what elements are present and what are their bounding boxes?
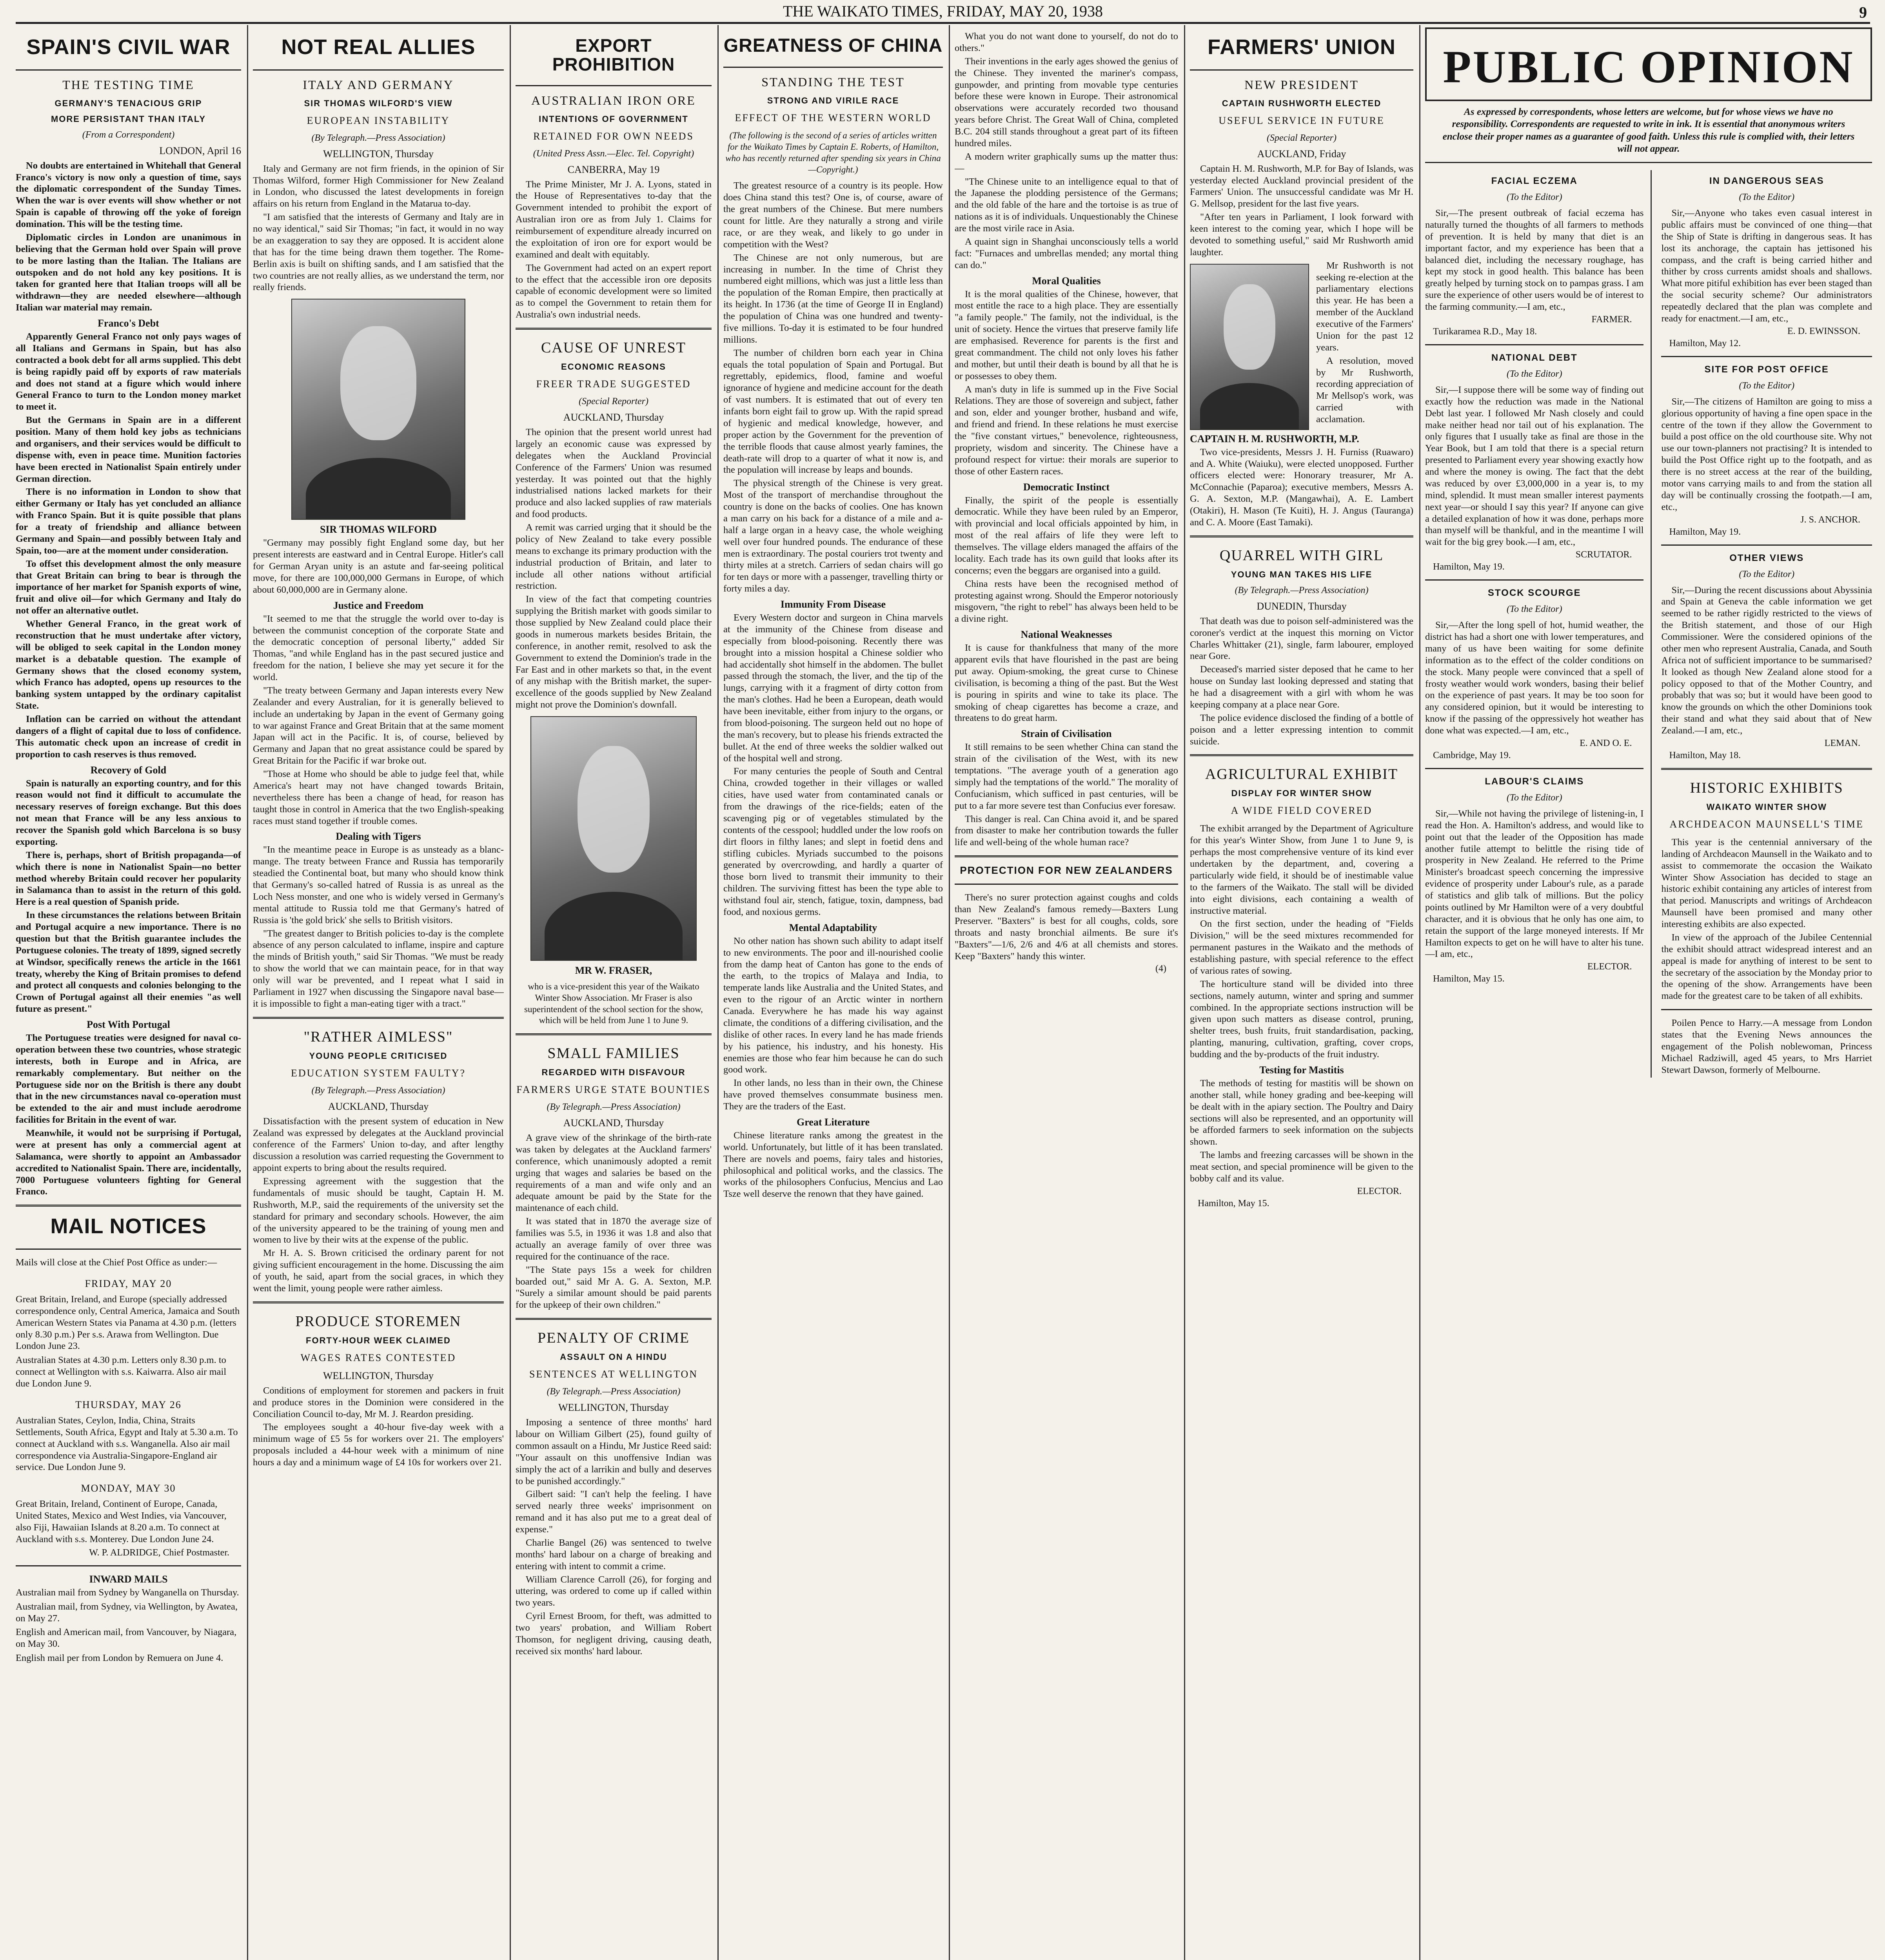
- headline-allies: NOT REAL ALLIES: [281, 35, 476, 59]
- paragraph: Deceased's married sister deposed that he came to her house on Sunday last looking depressed and stating that he had a disagreement with a girl with whom he was keeping company at a place near Gore.: [1190, 664, 1413, 710]
- letter-body: Sir,—I suppose there will be some way of finding out exactly how the reduction was made in the National Debt last year. I followed Mr Nash closely and could make neither head nor tail out of his explanation. The only figures that I usually take as final are those in the Year Book, but I am told that there is a special return presented to Parliament every year showing exactly how and where the money is owing. The fact that the debt was reduced by over £3,000,000 in a year is, to my mind, splendid. It must mean smaller interest payments next year—or should I say this year? If anyone can give a detailed explanation of how it was done, perhaps more than myself will be thankful, and in the meantime I will wait for the big grey book.—I am, etc.,: [1425, 384, 1644, 548]
- paragraph: The employees sought a 40-hour five-day week with a minimum wage of £5 5s for workers over 21. The employers' proposals included a 44-hour week with a minimum of nine hours a day and a minimum wage of £4 10s for workers over 21.: [253, 1422, 504, 1468]
- headline-penalty-of-crime: PENALTY OF CRIME: [537, 1330, 690, 1347]
- deck: RETAINED FOR OWN NEEDS: [533, 130, 694, 142]
- deck: FARMERS URGE STATE BOUNTIES: [516, 1084, 711, 1096]
- deck: CAPTAIN RUSHWORTH ELECTED: [1222, 98, 1382, 108]
- credit: (United Press Assn.—Elec. Tel. Copyright): [533, 148, 694, 159]
- headline-rather-aimless: "RATHER AIMLESS": [303, 1028, 453, 1045]
- paragraph: "It seemed to me that the struggle the world over to-day is between the communist conception of the corporate State and the democratic conception of personal liberty," added Sir Thomas, "and while England has in the past secured justice and freedom for the nation, I believe she may yet secure it for the world.: [253, 613, 504, 683]
- paragraph: That death was due to poison self-administered was the coroner's verdict at the inquest this morning on Victor Charles Whittaker (21), single, farm labourer, employed near Gore.: [1190, 615, 1413, 662]
- paragraph: Italy and Germany are not firm friends, in the opinion of Sir Thomas Wilford, former High Commissioner for New Zealand in London, who discussed the latest developments in foreign affairs on his return from England in the Matarua to-day.: [253, 163, 504, 209]
- dateline: AUCKLAND, Thursday: [328, 1100, 429, 1112]
- article-body: [516, 426, 712, 711]
- paragraph: This year is the centennial anniversary of the landing of Archdeacon Maunsell in the Waikato and to assist to commemorate the occasion the Waikato Winter Show Association has decided to stage an historic exhibit containing any articles of interest from that period. Manuscripts and writings of Archdeacon Maunsell have been promised and many other interesting exhibits are also expected.: [1661, 837, 1872, 929]
- column-farmers: [1190, 27, 1413, 1960]
- paragraph: No other nation has shown such ability to adapt itself to new environments. The poor and ill-nourished coolie from the damp heat of Canton has gone to the ends of the earth, to the tropics of Malaya and India, to temperate lands like Australia and the United States, and even to the rigour of an Arctic winter in northern Canada. Everywhere he has made his way against climate, the conditions of a differing civilisation, and the dislike of other races. In every land he has made friends by his patience, his industry, and his honesty. His enemies are those who fear him because he can do such good work.: [723, 935, 943, 1075]
- paragraph: A quaint sign in Shanghai unconsciously tells a world fact: "Furnaces and umbrellas mended; any mortal thing can do.": [955, 236, 1178, 270]
- subhead: AUSTRALIAN IRON ORE: [531, 93, 696, 107]
- article-body: [1190, 446, 1413, 528]
- paragraph: Diplomatic circles in London are unanimous in believing that the German hold over Spain will prove to be more lasting than the Italian. The Italians are outspoken and do not hold any key positions. It is taken for granted here that Italian troops will all be withdrawn—they are needed elsewhere—although Italian war material may remain.: [16, 232, 241, 313]
- deck: WAGES RATES CONTESTED: [300, 1352, 456, 1363]
- paragraph: William Clarence Carroll (26), for forging and uttering, was ordered to come up if called within two years.: [516, 1574, 712, 1608]
- column-rule: [1419, 25, 1420, 1960]
- article-body: [1190, 163, 1413, 258]
- paragraph: Two vice-presidents, Messrs J. H. Furniss (Ruawaro) and A. White (Waiuku), were elected unopposed. Further officers elected were: Honorary treasurer, Mr A. McConnachie (Paparoa); executive members, Messrs A. G. A. Sexton, M.P. (Mangawhai), A. E. Lambert (Otakiri), H. Mason (Te Kuiti), H. J. Angus (Tauranga) and C. A. Moore (East Tamaki).: [1190, 446, 1413, 528]
- masthead-title: THE WAIKATO TIMES, FRIDAY, MAY 20, 1938: [783, 2, 1103, 20]
- paragraph: The physical strength of the Chinese is very great. Most of the transport of merchandise throughout the country is done on the backs of coolies. One has known a man carry on his back for a distance of a mile and a-half a large organ in a heavy case, the whole weighing well over four hundred pounds. The endurance of these men is extraordinary. The postal couriers trot twenty and thirty miles at a stretch. Carriers of sedan chairs will go for ten days or more with a passenger, travelling thirty or forty miles a day.: [723, 478, 943, 594]
- paragraph: Charlie Bangel (26) was sentenced to twelve months' hard labour on a charge of breaking and entering with intent to commit a crime.: [516, 1537, 712, 1572]
- article-body: [955, 31, 1178, 848]
- section-heading: Democratic Instinct: [1023, 481, 1110, 493]
- paragraph: The Government had acted on an expert report to the effect that the accessible iron ore deposits capable of economic development were so limited as to compel the Government to retain them for Australia's own industrial needs.: [516, 262, 712, 320]
- paragraph: On the first section, under the heading of "Fields Division," will be the seed mixtures recommended for permanent pastures in the Waikato and the methods of establishing pasture, with special reference to the effect of various rates of sowing.: [1190, 918, 1413, 976]
- paragraph: Cyril Ernest Broom, for theft, was admitted to two years' probation, and William Robert Thomson, for negligent driving, causing death, received six months' hard labour.: [516, 1611, 712, 1657]
- column-china: [723, 27, 943, 1960]
- paragraph: Mails will close at the Chief Post Office as under:—: [16, 1257, 217, 1268]
- paragraph: Meanwhile, it would not be surprising if Portugal, were at present has only a commercial agent at Salamanca, were shortly to appoint an Ambassador accredited to Nationalist Spain. There are, incidentally, 7000 Portuguese volunteers fighting for General Franco.: [16, 1128, 241, 1197]
- letter-address: (To the Editor): [1506, 604, 1562, 615]
- paragraph: The Prime Minister, Mr J. A. Lyons, stated in the House of Representatives to-day that the Government intended to prohibit the export of Australian iron ore as from July 1. Claims for reimbursement of expenditure already incurred on the exploitation of iron ore for export would be examined and dealt with equitably.: [516, 179, 712, 260]
- article-body: [253, 1116, 504, 1294]
- headline-china: GREATNESS OF CHINA: [723, 35, 943, 56]
- headline-quarrel: QUARREL WITH GIRL: [1219, 547, 1384, 564]
- portrait-photo: [1190, 264, 1309, 430]
- paragraph: There is, perhaps, short of British propaganda—of which there is none in Nationalist Spain—no better method whereby Britain could recover her popularity in Salamanca than to assist in the return of this gold. Here is a real question of Spanish pride.: [16, 849, 241, 907]
- letter-address: (To the Editor): [1739, 380, 1795, 391]
- paragraph: Finally, the spirit of the people is essentially democratic. While they have been ruled by an Emperor, with provincial and local officials appointed by him, in most of the real affairs of life they were left to themselves. The village elders managed the affairs of the locality. Each trade has its own guild that looks after its concerns; even the beggars are organised into a guild.: [955, 495, 1178, 576]
- paragraph: Imposing a sentence of three months' hard labour on William Gilbert (25), found guilty of common assault on a Hindu, Mr Justice Reed said: "Your assault on this unoffensive Indian was simply the act of a larrikin and bully and deserves to be punished accordingly.": [516, 1417, 712, 1486]
- paragraph: "The treaty between Germany and Japan interests every New Zealander and every Australian, for it is generally believed to include an undertaking by Japan in the event of Germany going to war against France and Great Britain that at the same moment Japan will act in the Pacific. It is, of course, believed by Germany and Japan that no great assistance could be spared by Great Britain for the Pacific if war broke out.: [253, 685, 504, 766]
- article-body: [1190, 615, 1413, 748]
- paragraph: Expressing agreement with the suggestion that the fundamentals of music should be taught, Captain H. M. Rushworth, M.P., said the requirements of the university set the standard for primary and secondary schools. However, the aim of the university appeared to be the training of young men and women to live by their wits at the expense of the public.: [253, 1176, 504, 1245]
- paragraph: A remit was carried urging that it should be the policy of New Zealand to take every possible means to exchange its primary production with the industrial production of Britain, and later to include all other nations without artificial restriction.: [516, 522, 712, 592]
- paragraph: Captain H. M. Rushworth, M.P. for Bay of Islands, was yesterday elected Auckland provincial president of the Farmers' Union. The unsuccessful candidate was Mr H. G. Mellsop, president for the last five years.: [1190, 163, 1413, 209]
- mail-notices: [16, 1257, 241, 1664]
- signoff: E. D. EWINSSON.: [1787, 326, 1860, 336]
- paragraph: The horticulture stand will be divided into three sections, namely autumn, winter and spring and summer combined. In the appropriate sections instruction will be given upon such matters as disease control, pruning, shelter trees, bush fruits, fruit standardisation, packing, planting, manuring, cultivation, grafting, cover crops, budding and the by-products of the fruit industry.: [1190, 978, 1413, 1060]
- deck: FREER TRADE SUGGESTED: [536, 378, 691, 390]
- section-heading: Franco's Debt: [98, 318, 159, 329]
- credit: (By Telegraph.—Press Association): [547, 1387, 681, 1397]
- section-heading: Testing for Mastitis: [1259, 1064, 1344, 1076]
- letter: [1661, 553, 1872, 761]
- column-spain: [16, 27, 241, 1960]
- headline-mail-notices: MAIL NOTICES: [50, 1214, 207, 1238]
- section-heading: Justice and Freedom: [333, 599, 424, 611]
- letter-title: OTHER VIEWS: [1729, 552, 1804, 563]
- paragraph: Whether General Franco, in the great work of reconstruction that he must undertake after victory, will be obliged to seek capital in the London money market is a debatable question. The example of Germany shows that the closed economy system, which Franco has adopted, opens up resources to the banking system untapped by the ordinary capitalist State.: [16, 619, 241, 711]
- article-body: [253, 163, 504, 1010]
- paragraph: A modern writer graphically sums up the matter thus:—: [955, 151, 1178, 174]
- portrait-photo: [291, 299, 465, 520]
- deck: MORE PERSISTANT THAN ITALY: [51, 114, 206, 124]
- letter-title: STOCK SCOURGE: [1487, 588, 1581, 599]
- paragraph: "The State pays 15s a week for children boarded out," said Mr A. G. A. Sexton, M.P. "Surely a similar amount should be paid parents for the upkeep of their own children.": [516, 1264, 712, 1310]
- paragraph: The methods of testing for mastitis will be shown on another stall, while honey grading and bee-keeping will be dealt with in the apiary section. The Poultry and Dairy sections will also be represented, and an opportunity will be afforded farmers to seek information on the subjects shown.: [1190, 1078, 1413, 1147]
- paragraph: Australian mail, from Sydney, via Wellington, by Awatea, on May 27.: [16, 1601, 238, 1624]
- column-rule: [717, 25, 719, 1960]
- signoff: SCRUTATOR.: [1575, 550, 1632, 560]
- mail-day: MONDAY, MAY 30: [81, 1483, 176, 1494]
- article-body: [516, 1132, 712, 1311]
- headline-spain: SPAIN'S CIVIL WAR: [26, 35, 231, 59]
- section-heading: Dealing with Tigers: [336, 831, 421, 842]
- paragraph: But the Germans in Spain are in a different position. Many of them hold key jobs as technicians and organisers, and their services would be difficult to dispense with, even in peace time. Munition factories have been erected in Nationalist Spain entirely under German direction.: [16, 415, 241, 484]
- place-date: Hamilton, May 12.: [1669, 338, 1741, 348]
- letter-address: (To the Editor): [1739, 192, 1795, 202]
- dateline: AUCKLAND, Thursday: [563, 412, 664, 423]
- letter: [1425, 588, 1643, 761]
- signoff: FARMER.: [1591, 314, 1632, 325]
- paragraph: Conditions of employment for storemen and packers in fruit and produce stores in the Dominion were considered in the Conciliation Council to-day, Mr M. J. Reardon presiding.: [253, 1385, 504, 1419]
- paragraph: The Chinese are not only numerous, but are increasing in number. In the time of Christ they numbered eight millions, which was just a little less than the population of the Roman Empire, then practically at its height. In 1736 (at the time of George II in England) the population of China was one hundred and twenty-five millions. To-day it is estimated to be four hundred millions.: [723, 252, 943, 345]
- paragraph: Dissatisfaction with the present system of education in New Zealand was expressed by delegates at the Auckland provincial conference of the Farmers' Union to-day, and after lengthy discussion a resolution was carried requesting the Government to appoint experts to bring about the results required.: [253, 1116, 504, 1174]
- deck: STRONG AND VIRILE RACE: [767, 96, 899, 106]
- letter-title: NATIONAL DEBT: [1491, 352, 1578, 363]
- paragraph: A grave view of the shrinkage of the birth-rate was taken by delegates at the Auckland farmers' conference, which unanimously adopted a remit urging that wages and salaries be based on the requirements of a man and wife only and an adequate amount be paid by the State for the maintenance of each child.: [516, 1132, 712, 1214]
- section-heading: National Weaknesses: [1021, 629, 1112, 641]
- section-heading: Great Literature: [796, 1116, 870, 1128]
- headline-export: EXPORT PROHIBITION: [552, 35, 675, 75]
- deck: ARCHDEACON MAUNSELL'S TIME: [1669, 818, 1864, 830]
- section-heading: Moral Qualities: [1032, 275, 1101, 287]
- paragraph: Chinese literature ranks among the greatest in the world. Unfortunately, but little of it has been translated. There are novels and poems, fairy tales and histories, philosophical and political works, and the classics. The works of the philosophers Confucius, Mencius and Lao Tsze well deserve the renown that they have gained.: [723, 1130, 943, 1200]
- deck: EFFECT OF THE WESTERN WORLD: [735, 112, 932, 124]
- deck: EDUCATION SYSTEM FAULTY?: [291, 1067, 466, 1079]
- article-body: [516, 179, 712, 321]
- letter-body: Sir,—The present outbreak of facial eczema has naturally turned the thoughts of all farmers to methods of prevention. It is held by many that diet is an important factor, and my experience has been that a balanced diet, including the necessary roughage, has kept my stock in good health. This balance has been greatly helped by turning stock on to pampas grass. I am sure the experience of other users would be of interest to the farming community.—I am, etc.,: [1425, 208, 1644, 312]
- credit: (From a Correspondent): [82, 129, 175, 140]
- headline-agricultural-exhibit: AGRICULTURAL EXHIBIT: [1205, 766, 1398, 783]
- deck: SIR THOMAS WILFORD'S VIEW: [304, 98, 453, 108]
- paragraph: English mail per from London by Remuera on June 4.: [16, 1653, 223, 1664]
- place-date: Turikaramea R.D., May 18.: [1433, 326, 1537, 337]
- dateline: WELLINGTON, Thursday: [558, 1402, 669, 1414]
- subhead: STANDING THE TEST: [761, 75, 905, 89]
- deck: FORTY-HOUR WEEK CLAIMED: [306, 1335, 451, 1345]
- letter-body: Sir,—During the recent discussions about Abyssinia and Spain at Geneva the cable information we get seemed to be rather rigidly restricted to the views of the British statement, and those of our High Commissioner. Were the considered opinions of the other men who represent Australia, Canada, and South Africa not of sufficient importance to be summarised? It looked as though New Zealand alone stood for a policy opposed to that of the Mother Country, and probably that was so; but it would have been good to know the grounds on which the other Dominions took their stand and what they said about that of New Zealand.—I am, etc.,: [1661, 584, 1872, 736]
- place-date: Hamilton, May 15.: [1433, 974, 1505, 984]
- deck: USEFUL SERVICE IN FUTURE: [1219, 114, 1385, 126]
- paragraph: Australian States, Ceylon, India, China, Straits Settlements, South Africa, Egypt and Italy at 5.30 a.m. To connect at Auckland with s.s. Wanganella. Also air mail correspondence via Australia-Singapore-England air service. Due London June 9.: [16, 1415, 238, 1473]
- dateline: AUCKLAND, Thursday: [563, 1117, 664, 1129]
- paragraph: Spain is naturally an exporting country, and for this reason would not find it difficult to accumulate the necessary reserves of foreign exchange. But this does not mean that France will be any less anxious to recover the Spanish gold which Barcelona is so busy exporting.: [16, 778, 241, 847]
- letter: [1661, 364, 1872, 537]
- paragraph: English and American mail, from Vancouver, by Niagara, on May 30.: [16, 1627, 237, 1650]
- section-heading: Immunity From Disease: [780, 599, 886, 610]
- headline-public-opinion: PUBLIC OPINION: [1443, 41, 1854, 93]
- paragraph: The police evidence disclosed the finding of a bottle of poison and a letter expressing intention to commit suicide.: [1190, 712, 1413, 747]
- article-body: [253, 1385, 504, 1468]
- paragraph: A resolution, moved by Mr Rushworth, recording appreciation of Mr Mellsop's work, was carried with acclamation.: [1316, 355, 1413, 425]
- paragraph: In these circumstances the relations between Britain and Portugal acquire a new importance. There is no question but that the British guarantee includes the Portuguese colonies. The treaty of 1899, signed secretly at Windsor, specifically renews the article in the 1661 treaty, whereby the King of Britain promises to defend and protect all conquests and colonies belonging to the Crown of Portugal against all their enemies "as well future as present.": [16, 910, 241, 1014]
- deck: REGARDED WITH DISFAVOUR: [541, 1067, 686, 1078]
- place-date: Hamilton, May 19.: [1669, 526, 1741, 537]
- paragraph: The Portuguese treaties were designed for naval co-operation between these two countries, whose strategic interests, both in Europe and in Africa, are remarkably complementary. But neither on the Portuguese side nor on the British is there any doubt that in the new circumstances naval co-operation must be extended to the air and must include aerodrome facilities for Britain in the event of war.: [16, 1033, 241, 1125]
- paragraph: The greatest resource of a country is its people. How does China stand this test? One is, of course, aware of the great numbers of the Chinese. But mere numbers count for little. Are they naturally a strong and virile race, or are they weak, and likely to go under in competition with the West?: [723, 180, 943, 250]
- column-allies: [253, 27, 504, 1960]
- section-heading: Recovery of Gold: [90, 764, 167, 776]
- column-china-cont: [955, 27, 1178, 1960]
- credit: (Special Reporter): [579, 396, 648, 407]
- credit: (By Telegraph.—Press Association): [1235, 585, 1369, 595]
- dateline: WELLINGTON, Thursday: [323, 1370, 434, 1381]
- article-body: [1190, 823, 1413, 1184]
- letter-body: Sir,—The citizens of Hamilton are going to miss a glorious opportunity of having a fine open space in the centre of the town if they allow the Government to build a post office on the old courthouse site. Why not use our town-planners not practising? It is intended to build the Post Office right up to the footpath, and as there is no street access at the rear of the building, motor vans carrying mails to and from the station all day will be continually crossing the footpath.—I am, etc.,: [1661, 396, 1872, 512]
- headline-farmers-union: FARMERS' UNION: [1208, 35, 1396, 59]
- headline-historic-exhibits: HISTORIC EXHIBITS: [1690, 779, 1843, 796]
- letter-body: Sir,—Anyone who takes even casual interest in public affairs must be convinced of one thing—that the Ship of State is drifting in dangerous seas. It has lost its anchorage, the captain has jettisoned his compass, and the craft is being carried hither and thither by cross currents amidst shoals and shallows. What more pitiful exhibition has ever been staged than the social security scheme? Our administrators repeatedly declared that the plan was complete and ready for enactment.—I am, etc.,: [1661, 208, 1872, 324]
- signoff: ELECTOR.: [1587, 962, 1632, 972]
- article-body: [516, 1417, 712, 1657]
- letter-title: LABOUR'S CLAIMS: [1485, 776, 1584, 787]
- place-date: Cambridge, May 19.: [1433, 750, 1511, 760]
- subhead: ITALY AND GERMANY: [303, 77, 454, 92]
- paragraph: Great Britain, Ireland, Continent of Europe, Canada, United States, Mexico and West Indies, via Vancouver, also Fiji, Hawaiian Islands at 8.20 a.m. To connect at Auckland with s.s. Monterey. Due London June 24.: [16, 1499, 227, 1544]
- deck: GERMANY'S TENACIOUS GRIP: [54, 98, 202, 108]
- deck: A WIDE FIELD COVERED: [1231, 805, 1373, 817]
- dateline: AUCKLAND, Friday: [1257, 148, 1346, 160]
- signoff: W. P. ALDRIDGE, Chief Postmaster.: [89, 1547, 229, 1558]
- dateline: LONDON, April 16: [159, 145, 241, 156]
- paragraph: "The greatest danger to British policies to-day is the complete absence of any person calculated to inflame, inspire and capture the minds of British youth," said Sir Thomas. "We must be ready to show the world that we can maintain peace, for in that way only will war be prevented, and I repeat what I said in Parliament in 1927 when discussing the Singapore naval base—it is impossible to fight a man-eating tiger with a tract.": [253, 928, 504, 1009]
- headline-produce-storemen: PRODUCE STOREMEN: [295, 1313, 461, 1330]
- deck: ECONOMIC REASONS: [561, 362, 666, 372]
- column-public-opinion: [1425, 27, 1872, 1960]
- deck: DISPLAY FOR WINTER SHOW: [1231, 788, 1372, 799]
- dateline: DUNEDIN, Thursday: [1257, 600, 1347, 612]
- dateline: WELLINGTON, Thursday: [323, 148, 434, 160]
- column-rule: [247, 25, 248, 1960]
- paragraph: To offset this development almost the only measure that Great Britain can bring to bear is through the importance of her market for Spanish exports of wine, fruit and olive oil—for which Germany and Italy do not offer an alternative outlet.: [16, 558, 241, 616]
- paragraph: What you do not want done to yourself, do not do to others.": [955, 31, 1178, 53]
- column-rule: [510, 25, 511, 1960]
- paragraph: It still remains to be seen whether China can stand the strain of the civilisation of the West, with its new temptations. "The average youth of a generation ago simply had the temptations of the world." The morality of Confucianism, which sufficed in past centuries, will be put to a far more severe test than Confucius ever foresaw.: [955, 742, 1178, 811]
- ad-number: (4): [1155, 964, 1166, 974]
- news-brief: [1661, 1017, 1872, 1076]
- column-rule: [1184, 25, 1185, 1960]
- paragraph: China rests have been the recognised method of protesting against wrong. Should the Emperor notoriously misgovern, "the right to rebel" has always been held to be a divine right.: [955, 578, 1178, 624]
- credit: (By Telegraph.—Press Association): [311, 132, 445, 143]
- paragraph: "The Chinese unite to an intelligence equal to that of the Japanese the plodding persistence of the Germans; and the old fable of the hare and the tortoise is as true of nations as it is of individuals. Unquestionably the Chinese are the most virile race in Asia.: [955, 176, 1178, 234]
- deck: ASSAULT ON A HINDU: [560, 1352, 667, 1362]
- signoff: LEMAN.: [1824, 738, 1860, 748]
- section-heading: INWARD MAILS: [89, 1573, 168, 1585]
- place-date: Hamilton, May 19.: [1433, 562, 1505, 572]
- section-heading: Post With Portugal: [87, 1019, 170, 1031]
- paragraph: The lambs and freezing carcasses will be shown in the meat section, and special prominence will be given to the bobby calf and its value.: [1190, 1150, 1413, 1184]
- signoff: E. AND O. E.: [1580, 738, 1632, 748]
- paragraph: Mr Rushworth is not seeking re-election at the parliamentary elections this year. He has been a member of the Auckland executive of the Farmers' Union for the past 12 years.: [1316, 260, 1413, 353]
- paragraph: Every Western doctor and surgeon in China marvels at the immunity of the Chinese from disease and especially from blood-poisoning. Recently there was brought into a mission hospital a Chinese soldier who had accidentally shot himself in the abdomen. The bullet passed through the stomach, the liver, and the tip of the lungs, carrying with it a fragment of dirty cotton from the man's clothes. Had he been a European, death would have been inevitable, either from injury to the organs, or from blood-poisoning. The surgeon held out no hope of the man's recovery, but to please his friends extracted the bullet. At the end of three weeks the soldier walked out of the hospital well and strong.: [723, 612, 943, 764]
- paragraph: It is the moral qualities of the Chinese, however, that most entitle the race to a high place. They are essentially "a family people." The family, not the individual, is the unit of society. Hence the virtues that preserve family life are emphasised. Reverence for parents is the first and great commandment. The child not only loves his father and mother, but until their death is bound by all that he is or possesses to obey them.: [955, 289, 1178, 381]
- article-body: [1661, 837, 1872, 1002]
- letter-body: Sir,—After the long spell of hot, humid weather, the district has had a short one with lower temperatures, and many of us have been waiting for some definite information as to the effect of the colder conditions on the stock. Many people were convinced that a spell of frosty weather would work wonders, basing their belief on the experience of past years. It may be too soon for any considered opinion, but it would be interesting to know if the passing of the oppressively hot weather has done what was expected.—I am, etc.,: [1425, 620, 1644, 736]
- paragraph: A man's duty in life is summed up in the Five Social Relations. They are those of sovereign and subject, father and son, elder and younger brother, husband and wife, and friend and friend. In these relations he must exercise the "five constant virtues," benevolence, righteousness, propriety, wisdom and sincerity. The Chinese have a profound respect for virtue: their morals are superior to those of other Eastern races.: [955, 384, 1178, 477]
- deck: INTENTIONS OF GOVERNMENT: [539, 114, 688, 124]
- mail-day: FRIDAY, MAY 20: [85, 1278, 172, 1289]
- letter-address: (To the Editor): [1506, 368, 1562, 379]
- paragraph: Poilen Pence to Harry.—A message from London states that the Evening News announces the engagement of the Polish noblewoman, Princess Michael Radziwill, aged 45 years, to Mrs Harriet Stewart Dawson, formerly of Melbourne.: [1661, 1018, 1872, 1075]
- paragraph: In view of the fact that competing countries supplying the British market with goods similar to those supplied by New Zealand could place their goods in numerous markets besides Britain, the conference, in another remit, resolved to ask the Government to extend the Dominion's trade in the Far East and in other markets so that, in the event of any mishap with the British market, the super-excellence of the goods supplied by New Zealand might not prove the Dominion's downfall.: [516, 594, 712, 710]
- signoff: ELECTOR.: [1357, 1186, 1402, 1196]
- article-intro: (The following is the second of a series of articles written for the Waikato Times by Captain E. Roberts, of Hamilton, who has recently returned after spending six years in China—Copyright.): [725, 131, 941, 174]
- headline-protection: PROTECTION FOR NEW ZEALANDERS: [960, 864, 1173, 877]
- paragraph: It was stated that in 1870 the average size of families was 5.5, in 1936 it was 1.8 and also that actually an average family of over three was required for the continuance of the race.: [516, 1216, 712, 1262]
- paragraph: No doubts are entertained in Whitehall that General Franco's victory is now only a question of time, says the diplomatic correspondent of the Sunday Times. When the war is over events will show whether or not Spain is capable of throwing off the yoke of foreign domination. This will be the testing time.: [16, 160, 241, 230]
- paragraph: Great Britain, Ireland, and Europe (specially addressed correspondence only, Central America, Jamaica and South American Western States via Panama at 4.30 p.m. (letters only 8.30 p.m.) Per s.s. Arawa from Wellington. Due London June 23.: [16, 1294, 240, 1352]
- section-heading: Strain of Civilisation: [1021, 728, 1112, 740]
- paragraph: In view of the approach of the Jubilee Centennial the exhibit should attract widespread interest and an appeal is made for anything of interest to be sent to the secretary of the association by the Monday prior to the opening of the show. Arrangements have been made for the greatest care to be taken of all exhibits.: [1661, 932, 1872, 1002]
- photo-caption-text: who is a vice-president this year of the Waikato Winter Show Association. Mr Fraser is also superintendent of the school section for the show, which will be held from June 1 to June 9.: [524, 982, 703, 1025]
- paragraph: Gilbert said: "I can't help the feeling. I have served nearly three weeks' imprisonment on remand and it has also put me to a great deal of expense.": [516, 1489, 712, 1535]
- place-date: Hamilton, May 18.: [1669, 750, 1741, 760]
- paragraph: Mr H. A. S. Brown criticised the ordinary parent for not giving sufficient encouragement in the home. Discussing the aim of youth, he said, apart from the social graces, in which they went the limit, young people were rather aimless.: [253, 1248, 504, 1294]
- paragraph: The exhibit arranged by the Department of Agriculture for this year's Winter Show, from June 1 to June 9, is perhaps the most comprehensive venture of its kind ever undertaken by the department, and, covering a particularly wide field, it should be of inestimable value to the farmers of the Waikato. The stall will be divided into eight divisions, each containing a wealth of instructive material.: [1190, 823, 1413, 916]
- letter: [1425, 776, 1643, 984]
- paragraph: The number of children born each year in China equals the total population of Spain and Portugal. But regrettably, epidemics, flood, famine and woeful ignorance of hygiene and medicine account for the death of vast numbers. It is estimated that out of every ten infants born eight fail to grow up. With the rapid spread of hygienic and medical knowledge, however, and proper action by the Government for the prevention of the terrible floods that cause almost yearly famines, the death-rate will drop to a quarter of what it now is, and the population will increase by leaps and bounds.: [723, 347, 943, 475]
- paragraph: There's no surer protection against coughs and colds than New Zealand's famous remedy—Baxters Lung Preserver. "Baxters" is best for all coughs, colds, sore throats and nasty bronchial ailments. Be sure it's "Baxters"—1/6, 2/6 and 4/6 at all chemists and stores. Keep "Baxters" handy this winter.: [955, 892, 1178, 962]
- masthead: [16, 0, 1870, 24]
- article-body: [723, 180, 943, 1200]
- column-rule: [949, 25, 950, 1960]
- portrait-photo: [530, 716, 697, 961]
- letter: [1425, 176, 1643, 337]
- letter-title: FACIAL ECZEMA: [1491, 176, 1578, 186]
- subhead: THE TESTING TIME: [62, 77, 194, 92]
- paragraph: For many centuries the people of South and Central China, crowded together in their villages or walled cities, have used water from contaminated canals or from the drawings of the rice-fields; eaten of the scavenging pig or of vegetables stimulated by the contents of the cesspool; huddled under the low roofs on dirt floors in filthy lanes; and slept in foetid dens and stifling cubicles. Myriads succumbed to the poisons generated by overcrowding, and hardly a quarter of those born lived to transmit their immunity to their children. The surviving fittest has been the type able to withstand foul air, stench, fatigue, toxin, dampness, bad food, and noxious germs.: [723, 766, 943, 917]
- credit: (Special Reporter): [1267, 132, 1337, 143]
- headline-small-families: SMALL FAMILIES: [547, 1045, 680, 1062]
- letter-address: (To the Editor): [1739, 569, 1795, 579]
- paragraph: It is cause for thankfulness that many of the more apparent evils that have flourished in the past are being put away. Opium-smoking, the great curse to Chinese civilisation, is becoming a thing of the past. But the West is pouring in spirits and wine to take its place. The smoking of cheap cigarettes has become a craze, and threatens to do great harm.: [955, 642, 1178, 724]
- paragraph: Australian mail from Sydney by Wanganella on Thursday.: [16, 1587, 239, 1598]
- letter: [1661, 176, 1872, 349]
- photo-caption: CAPTAIN H. M. RUSHWORTH, M.P.: [1190, 433, 1359, 445]
- deck: YOUNG PEOPLE CRITICISED: [309, 1051, 448, 1061]
- place-date: Hamilton, May 15.: [1198, 1198, 1269, 1209]
- deck: WAIKATO WINTER SHOW: [1706, 802, 1827, 812]
- credit: (By Telegraph.—Press Association): [311, 1085, 445, 1096]
- paragraph: In other lands, no less than in their own, the Chinese have proved themselves consummate business men. They are the traders of the East.: [723, 1078, 943, 1112]
- letter-address: (To the Editor): [1506, 792, 1562, 803]
- paragraph: Their inventions in the early ages showed the genius of the Chinese. They invented the mariner's compass, gunpowder, and printing from movable type centuries before these were known in Europe. Their astronomical observations were accurately recorded two thousand years before Christ. The Great Wall of China, completed B.C. 204 still stands throughout a great part of its fifteen hundred miles.: [955, 56, 1178, 149]
- letters-right: [1661, 170, 1872, 1078]
- section-heading: Mental Adaptability: [789, 922, 877, 933]
- letter-body: Sir,—While not having the privilege of listening-in, I read the Hon. A. Hamilton's address, and would like to point out that the leader of the Opposition has made another futile attempt to belittle the rising tide of prosperity in New Zealand. He referred to the Prime Minister's broadcast speech concerning the impressive evidence of prosperity under Labour's rule, as a parade of statistics and glib talk of millions. But the policy points outlined by Mr Hamilton were of a very doubtful character, and it is obvious that he only has one aim, to retain the support of the large moneyed interests. If Mr Hamilton expects to get on he will have to alter his tune.—I am, etc.,: [1425, 808, 1644, 960]
- signoff: J. S. ANCHOR.: [1800, 514, 1860, 525]
- paragraph: Apparently General Franco not only pays wages of all Italians and Germans in Spain, but has also contracted a book debt for all arms supplied. This debt is being rapidly paid off by exports of raw materials and does not stand at a figure which would inhere General Franco to turn to the London money market to meet it.: [16, 331, 241, 412]
- deck: EUROPEAN INSTABILITY: [307, 114, 450, 126]
- deck: SENTENCES AT WELLINGTON: [529, 1368, 698, 1380]
- headline-cause-of-unrest: CAUSE OF UNREST: [541, 339, 686, 356]
- paragraph: "Germany may possibly fight England some day, but her present interests are eastward and in Central Europe. Hitler's call for German Aryan unity is an astute and far-seeing political move, for there are 100,000,000 Germans in Europe, of which about 60,000,000 are in Germany alone.: [253, 537, 504, 595]
- photo-caption: SIR THOMAS WILFORD: [320, 524, 437, 535]
- paragraph: "After ten years in Parliament, I look forward with keen interest to the coming year, which I hope will be devoted to something useful," said Mr Rushworth amid laughter.: [1190, 212, 1413, 258]
- paragraph: "Those at Home who should be able to judge feel that, while America's heart may not have changed towards Britain, nevertheless there has been a change of head, for reason has taught those in control in America that the two English-speaking races must stand together if trouble comes.: [253, 769, 504, 826]
- column-export: [516, 27, 712, 1960]
- subhead: NEW PRESIDENT: [1244, 77, 1359, 92]
- letters-left: [1425, 170, 1652, 1078]
- section-intro: As expressed by correspondents, whose letters are welcome, but for whose views we have no responsibility. Correspondents are requested to write in ink. It is essential that anonymous writers enclose their proper names as a guarantee of good faith. Unless this rule is complied with, their letters will not appear.: [1442, 107, 1855, 154]
- paragraph: The opinion that the present world unrest had largely an economic cause was expressed by delegates when the Auckland Provincial Conference of the Farmers' Union was resumed yesterday. It was pointed out that the highly industrialised nations lacked markets for their produce and also lacked supplies of raw materials and food products.: [516, 427, 712, 520]
- letter: [1425, 352, 1643, 572]
- paragraph: "In the meantime peace in Europe is as unsteady as a blanc-mange. The treaty between France and Russia has temporarily steadied the Continental boat, but many who should know think that Germany's so-called hatred of Russia is as unreal as the Loch Ness monster, and one who is widely versed in Germany's mental attitude to Russia told me that Germany's hatred of Russia is 'the gold brick' she sells to British visitors.: [253, 844, 504, 926]
- mail-day: THURSDAY, MAY 26: [75, 1399, 182, 1410]
- letter-address: (To the Editor): [1506, 192, 1562, 202]
- article-body: [16, 160, 241, 1198]
- dateline: CANBERRA, May 19: [567, 163, 660, 175]
- letter-title: SITE FOR POST OFFICE: [1704, 364, 1829, 375]
- photo-caption: MR W. FRASER,: [575, 965, 652, 976]
- credit: (By Telegraph.—Press Association): [547, 1102, 681, 1112]
- page-number: 9: [1859, 4, 1867, 21]
- deck: YOUNG MAN TAKES HIS LIFE: [1231, 569, 1373, 579]
- advertisement-body: [955, 892, 1178, 962]
- paragraph: Inflation can be carried on without the attendant dangers of a flight of capital due to loss of confidence. This automatic check upon an increase of credit in proportion to cash reserves is thus removed.: [16, 714, 241, 760]
- paragraph: This danger is real. Can China avoid it, and be spared from disaster to make her contribution towards the fuller life and well-being of the whole human race?: [955, 813, 1178, 848]
- paragraph: "I am satisfied that the interests of Germany and Italy are in no way identical," said Sir Thomas; "in fact, it would in no way be an exaggeration to say they are opposed. It is accident alone that has for the time being drawn them together. The Rome-Berlin axis is built on shifting sands, and I am satisfied that the two countries are not really allies, as we understand the term, nor really friends.: [253, 212, 504, 293]
- letter-title: IN DANGEROUS SEAS: [1709, 176, 1824, 186]
- paragraph: There is no information in London to show that either Germany or Italy has yet concluded an alliance with Franco Spain. But it is quite possible that plans for a treaty of friendship and alliance between Germany and Spain—and possibly between Italy and Spain, too—are at the moment under consideration.: [16, 486, 241, 556]
- paragraph: Australian States at 4.30 p.m. Letters only 8.30 p.m. to connect at Wellington with s.s. Kaiwarra. Also air mail due London June 9.: [16, 1355, 227, 1389]
